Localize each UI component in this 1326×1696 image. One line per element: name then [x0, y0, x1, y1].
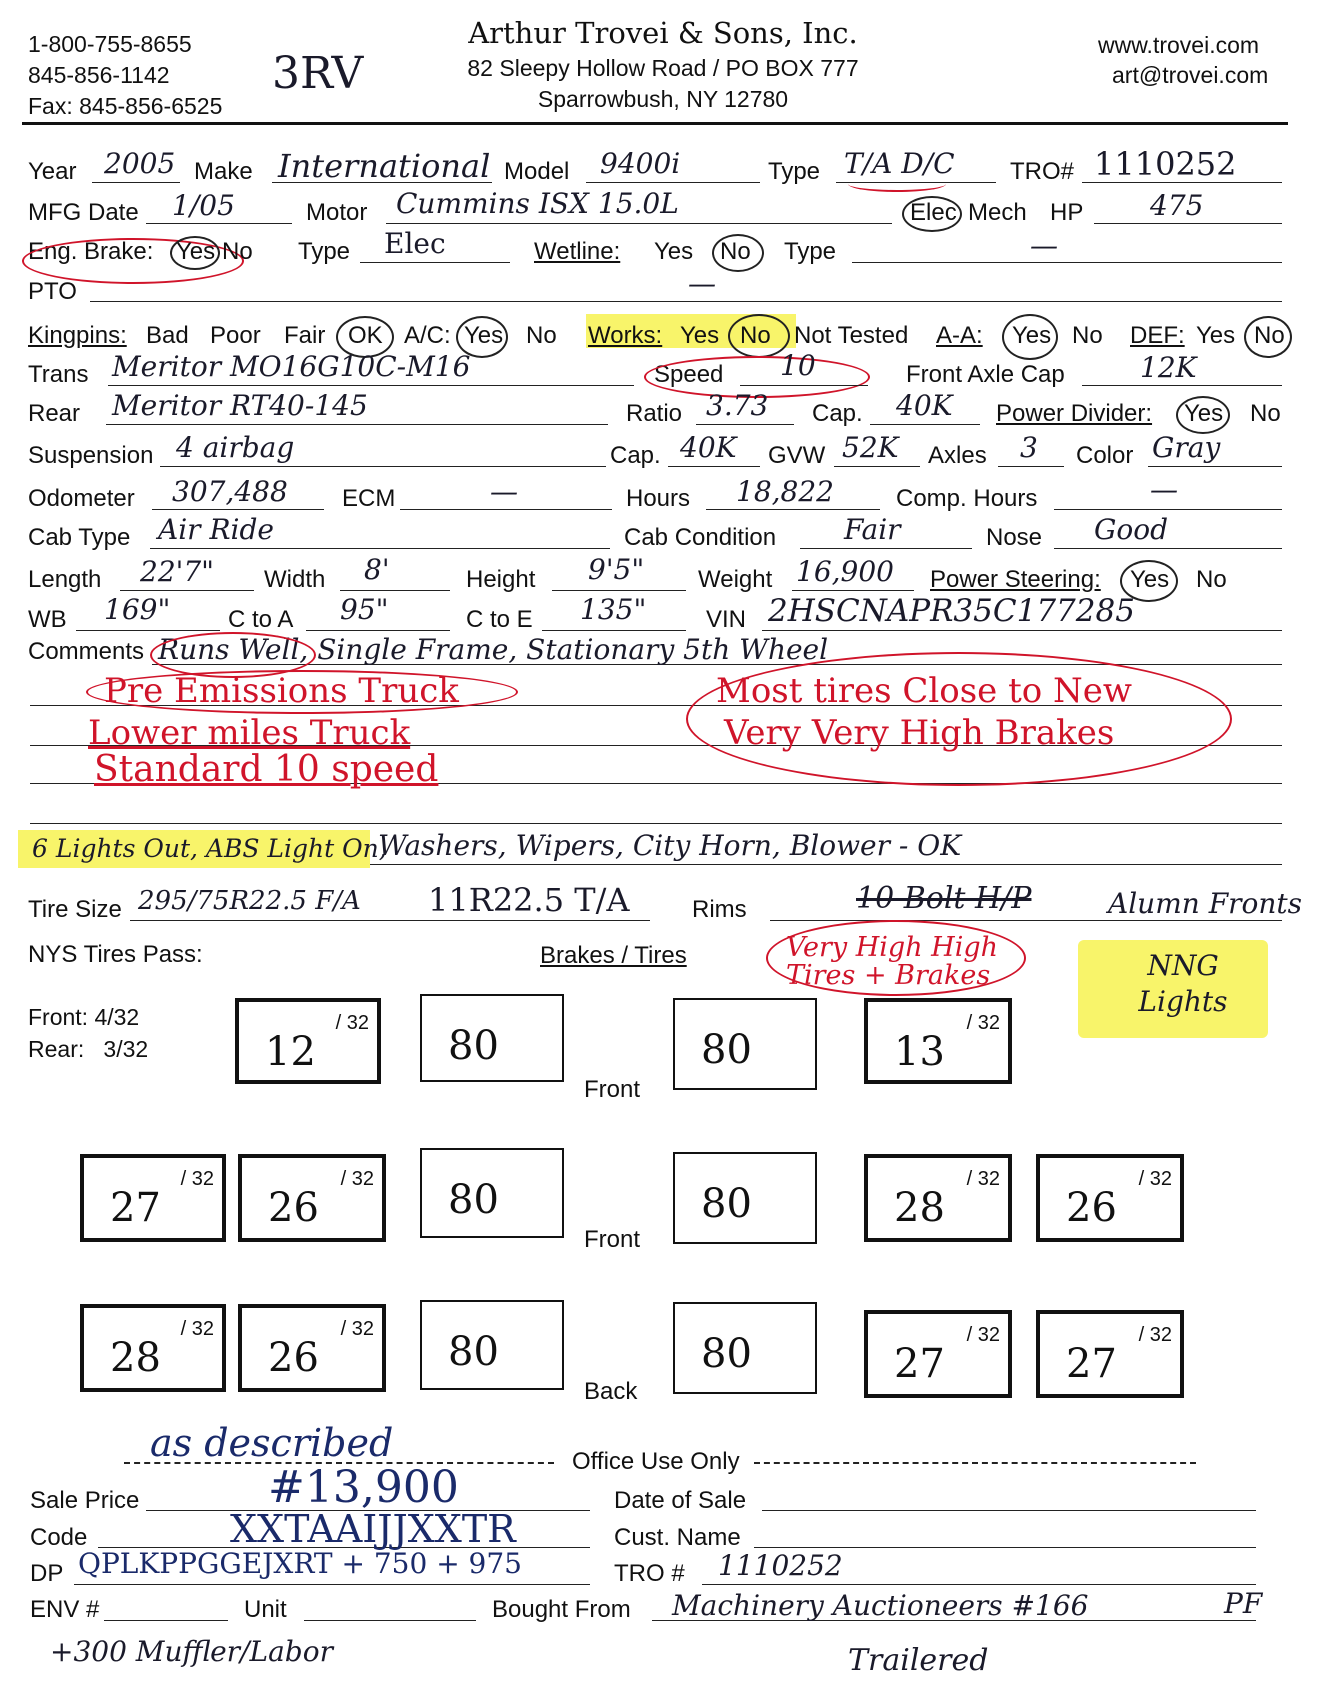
hours-label: Hours: [626, 485, 691, 512]
year-label: Year: [28, 158, 77, 185]
comp-hours-line: [1054, 509, 1282, 510]
tro-label: TRO#: [1010, 158, 1075, 185]
trailered-note: Trailered: [848, 1643, 989, 1678]
tires-brakes-red-oval: [686, 652, 1232, 786]
brakes-tires-heading: Brakes / Tires: [540, 942, 687, 969]
vin-value: 2HSCNAPR35C177285: [768, 593, 1135, 629]
tire-size-front: 295/75R22.5 F/A: [138, 886, 361, 916]
mech-option[interactable]: Mech: [968, 199, 1027, 226]
speed-label: Speed: [654, 361, 724, 388]
cab-condition-label: Cab Condition: [624, 524, 777, 551]
muffler-note: +300 Muffler/Labor: [50, 1635, 333, 1668]
year-value: 2005: [104, 147, 176, 180]
nose-label: Nose: [986, 524, 1043, 551]
weight-value: 16,900: [796, 555, 894, 588]
year-line: [92, 182, 180, 183]
tire-size-label: Tire Size: [28, 896, 122, 923]
ac-label: A/C:: [404, 322, 451, 349]
tire-box-r3-3[interactable]: / 32 27: [864, 1310, 1012, 1398]
c-to-e-line: [542, 630, 686, 631]
works-label: Works:: [588, 322, 663, 349]
aa-yes-circle: [1002, 314, 1058, 360]
form-code: 3RV: [272, 48, 364, 99]
motor-label: Motor: [306, 199, 368, 226]
color-value: Gray: [1152, 431, 1221, 464]
mfg-date-value: 1/05: [172, 189, 235, 222]
fax: Fax: 845-856-6525: [28, 93, 223, 119]
brake-box-r3-2[interactable]: 80: [673, 1302, 817, 1394]
red-note-high-tires: Very High High Tires + Brakes: [786, 932, 999, 992]
model-label: Model: [504, 158, 570, 185]
dp-line: [74, 1584, 590, 1585]
weight-label: Weight: [698, 566, 773, 593]
aa-label: A-A:: [936, 322, 983, 349]
eng-brake-yes-circle: [170, 236, 220, 270]
ecm-value: —: [490, 475, 518, 508]
wetline-yes[interactable]: Yes: [654, 238, 694, 265]
ac-no[interactable]: No: [526, 322, 557, 349]
yellow-note-nng: NNG Lights: [1138, 949, 1228, 1019]
cab-type-line: [150, 548, 610, 549]
model-line: [586, 182, 760, 183]
axles-value: 3: [1020, 431, 1038, 464]
gvw-line: [834, 466, 920, 467]
ratio-label: Ratio: [626, 400, 683, 427]
susp-cap-value: 40K: [680, 431, 737, 464]
dp-label: DP: [30, 1560, 64, 1587]
kingpins-fair[interactable]: Fair: [284, 322, 326, 349]
power-steering-yes[interactable]: Yes: [1130, 566, 1170, 593]
hp-line: [1094, 223, 1282, 224]
elec-option[interactable]: Elec: [910, 199, 957, 226]
trans-value: Meritor MO16G10C-M16: [112, 350, 471, 383]
width-line: [340, 590, 450, 591]
pto-dash: —: [688, 267, 716, 300]
front-axle-cap-line: [1082, 385, 1282, 386]
rear-label: Rear: [28, 400, 81, 427]
tire-box-r3-1[interactable]: / 32 28: [80, 1304, 226, 1392]
c-to-e-label: C to E: [466, 606, 533, 633]
comments-line-5: [30, 823, 1282, 824]
height-line: [552, 590, 686, 591]
ecm-label: ECM: [342, 485, 396, 512]
rims-value: 10 Bolt H/P: [856, 881, 1032, 916]
eng-brake-type-label: Type: [298, 238, 351, 265]
bought-from-value: Machinery Auctioneers #166: [672, 1589, 1089, 1622]
rear-line: [106, 424, 608, 425]
website-link[interactable]: www.trovei.com: [1098, 32, 1260, 58]
elec-circle: [902, 196, 962, 232]
tire-box-r3-4[interactable]: / 32 27: [1036, 1310, 1184, 1398]
rear-cap-line: [870, 424, 980, 425]
ecm-line: [400, 509, 612, 510]
axles-label: Axles: [928, 442, 987, 469]
comment-tires-new: Most tires Close to New: [716, 671, 1133, 711]
type-value: T/A D/C: [844, 147, 955, 180]
comments-label: Comments: [28, 638, 145, 665]
wetline-dash: —: [1030, 229, 1058, 262]
eng-brake-yes[interactable]: Yes: [176, 238, 216, 265]
wetline-no-circle: [712, 234, 764, 272]
kingpins-poor[interactable]: Poor: [210, 322, 261, 349]
vin-label: VIN: [706, 606, 747, 633]
as-described-note: as described: [150, 1421, 394, 1465]
type-red-underline: [848, 176, 946, 192]
cab-type-value: Air Ride: [158, 513, 274, 546]
wetline-no[interactable]: No: [720, 238, 751, 265]
brake-box-r2-2[interactable]: 80: [673, 1152, 817, 1244]
color-label: Color: [1076, 442, 1134, 469]
power-divider-no[interactable]: No: [1250, 400, 1281, 427]
suspension-label: Suspension: [28, 442, 154, 469]
code-value: XXTAAIJJXXTR: [230, 1507, 516, 1551]
c-to-e-value: 135": [580, 593, 647, 626]
ac-yes[interactable]: Yes: [464, 322, 504, 349]
eng-brake-label: Eng. Brake:: [28, 238, 154, 265]
front-axle-cap-label: Front Axle Cap: [906, 361, 1065, 388]
height-label: Height: [466, 566, 536, 593]
speed-value: 10: [780, 349, 816, 382]
comment-high-brakes: Very Very High Brakes: [724, 713, 1115, 753]
tire-size-line: [130, 920, 650, 921]
hours-value: 18,822: [736, 475, 834, 508]
office-dashes-right: [754, 1462, 1196, 1464]
length-line: [120, 590, 254, 591]
mfg-date-line: [146, 223, 292, 224]
cab-condition-value: Fair: [844, 513, 901, 546]
make-value: International: [278, 147, 491, 185]
comment-lights-out: 6 Lights Out, ABS Light On,: [32, 834, 387, 863]
pre-emissions-red-circle: [86, 670, 518, 714]
power-divider-label: Power Divider:: [996, 400, 1153, 427]
kingpins-bad[interactable]: Bad: [146, 322, 189, 349]
make-label: Make: [194, 158, 253, 185]
front-axle-cap-value: 12K: [1140, 351, 1197, 384]
def-yes[interactable]: Yes: [1196, 322, 1236, 349]
tire-box-r2-1[interactable]: / 32 27: [80, 1154, 226, 1242]
susp-cap-line: [668, 466, 760, 467]
def-no[interactable]: No: [1254, 322, 1285, 349]
code-label: Code: [30, 1524, 88, 1551]
power-divider-yes[interactable]: Yes: [1184, 400, 1224, 427]
company-address-2: Sparrowbush, NY 12780: [537, 86, 789, 112]
odometer-label: Odometer: [28, 485, 135, 512]
comment-pre-emissions: Pre Emissions Truck: [104, 671, 459, 711]
comp-hours-value: —: [1150, 473, 1178, 506]
wetline-type-line: [852, 262, 1282, 263]
sale-price-value: #13,900: [268, 1462, 459, 1513]
kingpins-label: Kingpins:: [28, 322, 127, 349]
rims-label: Rims: [692, 896, 747, 923]
eng-brake-type-value: Elec: [384, 227, 446, 260]
ratio-line: [696, 424, 794, 425]
def-no-circle: [1244, 316, 1292, 358]
sale-price-label: Sale Price: [30, 1487, 140, 1514]
model-value: 9400i: [600, 147, 681, 180]
length-label: Length: [28, 566, 102, 593]
c-to-a-label: C to A: [228, 606, 294, 633]
power-steering-no[interactable]: No: [1196, 566, 1227, 593]
type-label: Type: [768, 158, 821, 185]
cust-name-label: Cust. Name: [614, 1524, 741, 1551]
wetline-type-label: Type: [784, 238, 837, 265]
c-to-a-line: [306, 630, 450, 631]
mfg-date-label: MFG Date: [28, 199, 139, 226]
cab-type-label: Cab Type: [28, 524, 131, 551]
comment-lower-miles: Lower miles Truck: [88, 713, 411, 753]
unit-label: Unit: [244, 1596, 287, 1623]
front-label-1: Front: [584, 1076, 641, 1103]
works-not-tested[interactable]: Not Tested: [794, 322, 909, 349]
back-label: Back: [584, 1378, 638, 1405]
trans-label: Trans: [28, 361, 89, 388]
works-yes[interactable]: Yes: [680, 322, 720, 349]
office-use-heading: Office Use Only: [572, 1448, 740, 1475]
env-label: ENV #: [30, 1596, 100, 1623]
odometer-value: 307,488: [172, 475, 288, 508]
tro-value: 1110252: [1094, 145, 1237, 183]
tire-box-r2-2[interactable]: / 32 26: [238, 1154, 386, 1242]
speed-line: [740, 385, 868, 386]
rear-value: Meritor RT40-145: [112, 389, 368, 422]
rear-cap-label: Cap.: [812, 400, 863, 427]
brake-box-r2-1[interactable]: 80: [420, 1148, 564, 1238]
hp-label: HP: [1050, 199, 1084, 226]
wb-line: [76, 630, 220, 631]
length-value: 22'7": [140, 555, 215, 588]
trans-line: [108, 385, 634, 386]
pto-line: [90, 301, 1282, 302]
cab-condition-line: [800, 548, 972, 549]
width-value: 8': [364, 553, 390, 586]
power-steering-label: Power Steering:: [930, 566, 1101, 593]
hours-line: [706, 509, 880, 510]
nose-line: [1054, 548, 1282, 549]
tire-box-r3-2[interactable]: / 32 26: [238, 1304, 386, 1392]
wetline-label: Wetline:: [534, 238, 621, 265]
brake-box-r3-1[interactable]: 80: [420, 1300, 564, 1390]
tro-office-line: [702, 1584, 1256, 1585]
ratio-value: 3.73: [706, 389, 769, 422]
aa-no[interactable]: No: [1072, 322, 1103, 349]
tire-box-r1-2[interactable]: / 32 13: [864, 998, 1012, 1084]
suspension-value: 4 airbag: [176, 431, 295, 464]
gvw-value: 52K: [842, 431, 899, 464]
tire-box-r1-1[interactable]: / 32 12: [235, 998, 381, 1084]
height-value: 9'5": [588, 553, 645, 586]
rims-note: Alumn Fronts: [1108, 887, 1303, 920]
date-of-sale-line[interactable]: [762, 1510, 1256, 1511]
hp-value: 475: [1150, 189, 1204, 222]
gvw-label: GVW: [768, 442, 826, 469]
width-label: Width: [264, 566, 326, 593]
kingpins-ok[interactable]: OK: [348, 322, 383, 349]
company-address-1: 82 Sleepy Hollow Road / PO BOX 777: [467, 55, 859, 81]
front-label-2: Front: [584, 1226, 641, 1253]
env-line[interactable]: [104, 1620, 228, 1621]
front-requirement: Front: 4/32: [28, 1004, 140, 1030]
comment-standard-10-speed: Standard 10 speed: [94, 749, 439, 790]
susp-cap-label: Cap.: [610, 442, 661, 469]
tire-box-r2-4[interactable]: / 32 26: [1036, 1154, 1184, 1242]
eng-brake-no[interactable]: No: [222, 238, 253, 265]
pto-label: PTO: [28, 278, 77, 305]
comp-hours-label: Comp. Hours: [896, 485, 1038, 512]
header-divider: [22, 122, 1288, 125]
date-of-sale-label: Date of Sale: [614, 1487, 747, 1514]
brake-box-r1-2[interactable]: 80: [673, 998, 817, 1090]
def-label: DEF:: [1130, 322, 1185, 349]
tro-office-label: TRO #: [614, 1560, 685, 1587]
red-note-circle: [766, 920, 1026, 996]
suspension-line: [160, 466, 606, 467]
power-divider-yes-circle: [1176, 396, 1230, 434]
email-link[interactable]: art@trovei.com: [1112, 62, 1269, 88]
rims-line: [770, 920, 1282, 921]
weight-line: [792, 590, 914, 591]
eng-brake-type-line: [360, 262, 510, 263]
phone-2: 845-856-1142: [28, 62, 170, 88]
motor-value: Cummins ISX 15.0L: [396, 187, 679, 220]
dp-value: QPLKPPGGEJXRT + 750 + 975: [78, 1547, 522, 1580]
unit-line[interactable]: [304, 1620, 476, 1621]
odometer-line: [152, 509, 324, 510]
aa-yes[interactable]: Yes: [1012, 322, 1052, 349]
motor-line: [386, 223, 892, 224]
color-line: [1148, 466, 1282, 467]
nys-tires-pass-label: NYS Tires Pass:: [28, 941, 203, 968]
phone-1: 1-800-755-8655: [28, 31, 192, 57]
rear-cap-value: 40K: [896, 389, 953, 422]
bought-from-label: Bought From: [492, 1596, 631, 1623]
company-name: Arthur Trovei & Sons, Inc.: [468, 16, 858, 50]
vin-line: [762, 630, 1282, 631]
axles-line: [998, 466, 1064, 467]
tire-size-rear: 11R22.5 T/A: [428, 881, 630, 919]
c-to-a-value: 95": [340, 593, 389, 626]
tro-office-value: 1110252: [718, 1549, 843, 1582]
works-no[interactable]: No: [740, 322, 771, 349]
wb-label: WB: [28, 606, 67, 633]
rear-requirement: Rear: 3/32: [28, 1036, 149, 1062]
brake-box-r1-1[interactable]: 80: [420, 994, 564, 1082]
cust-name-line[interactable]: [754, 1547, 1256, 1548]
comment-washers: Washers, Wipers, City Horn, Blower - OK: [378, 829, 962, 862]
tire-box-r2-3[interactable]: / 32 28: [864, 1154, 1012, 1242]
wb-value: 169": [104, 593, 171, 626]
comment-runs-well: Runs Well, Single Frame, Stationary 5th Wheel: [158, 633, 829, 666]
initials: PF: [1224, 1587, 1263, 1620]
nose-value: Good: [1094, 513, 1169, 546]
